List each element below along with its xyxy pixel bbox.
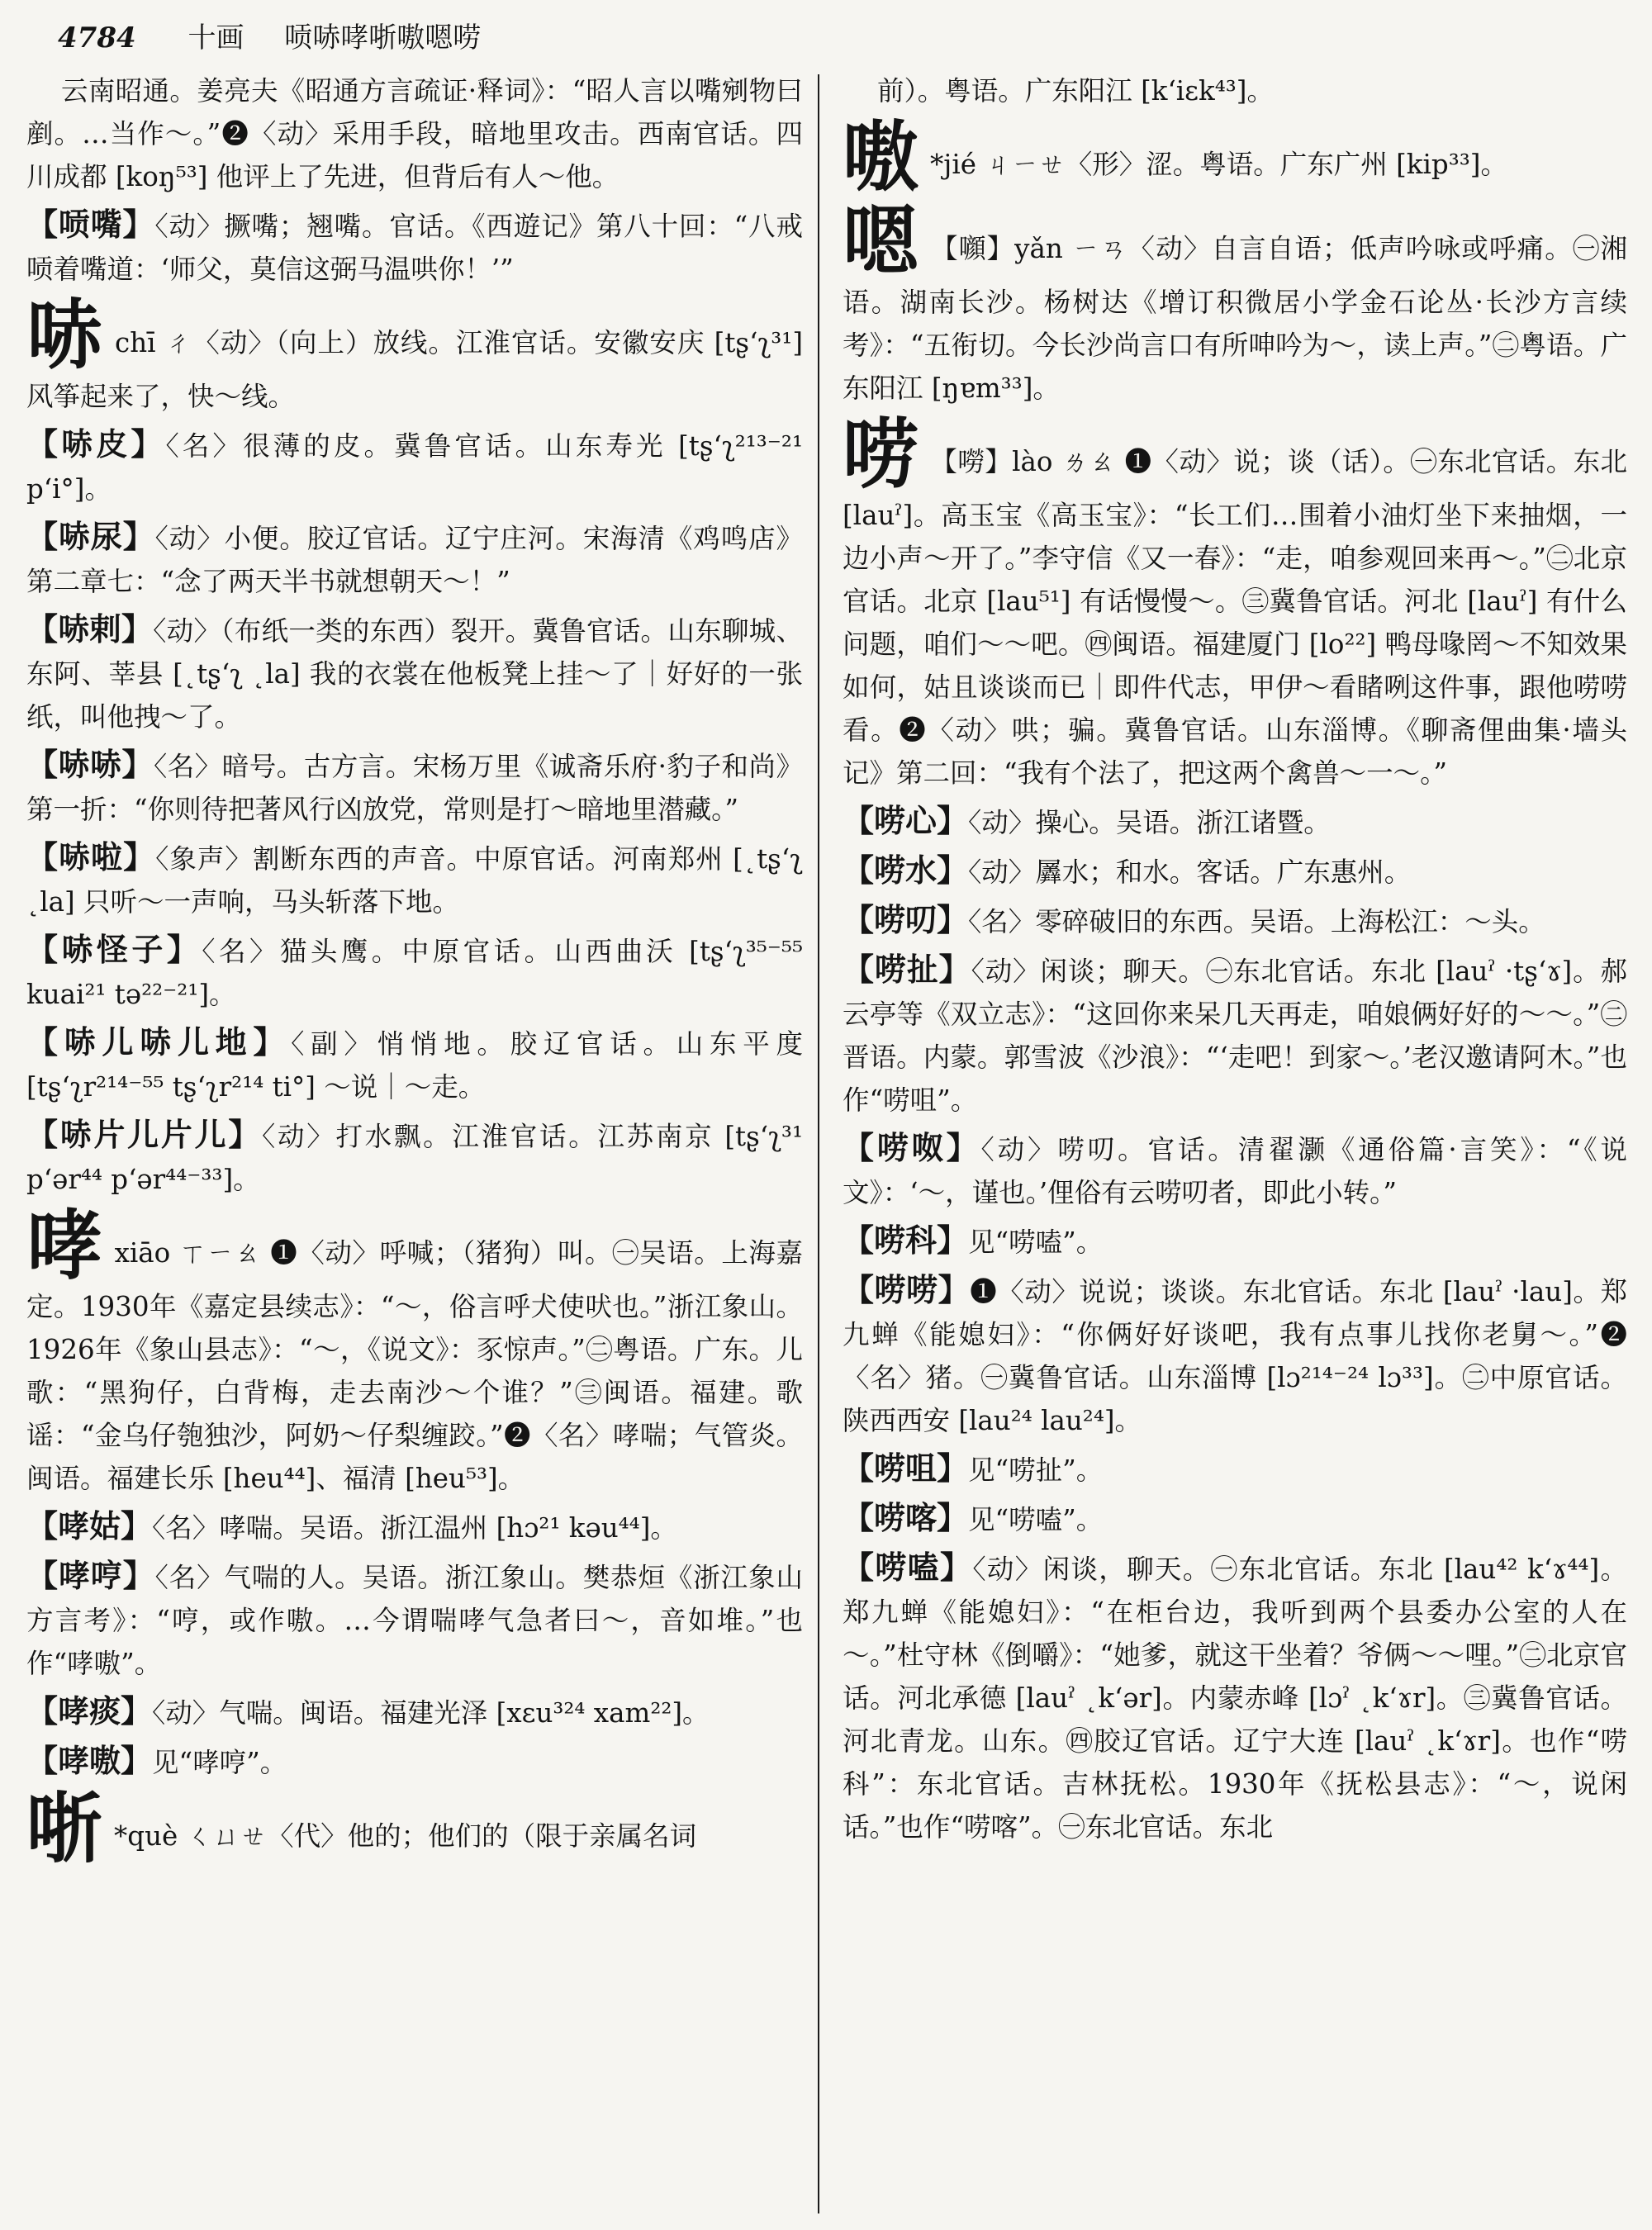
compound-word: 【唠唠】 [843,1271,971,1308]
entry-text: 〈名〉很薄的皮。冀鲁官话。山东寿光 [tʂʻʅ²¹³⁻²¹ pʻi°]。 [26,430,803,505]
compound-word: 【唠水】 [843,852,969,889]
compound-word: 【哧皮】 [26,425,166,463]
entry-text: 〈名〉零碎破旧的东西。吴语。上海松江：～头。 [968,906,1545,937]
compound-word: 【哧怪子】 [26,931,202,968]
compound-word: 【唠嗑】 [843,1549,973,1586]
entry-text: 见“哮哼”。 [152,1747,287,1778]
entry-text: 〈动〉气喘。闽语。福建光泽 [xɛu³²⁴ xam²²]。 [152,1697,710,1729]
entry-text: ❶〈动〉说说；谈谈。东北官话。东北 [lauˀ ·lau]。郑九蝉《能媳妇》：“你俩好好谈吧，我有点事儿找你老舅～。”❷〈名〉猪。㊀冀鲁官话。山东淄博 [lɔ²¹⁴⁻²⁴ lɔ³³]。㊁中原官话。陕西西安 [lau²⁴ lau²⁴]。 [843,1276,1627,1436]
compound-word: 【哧片儿片儿】 [26,1116,263,1153]
headword-entry [843,410,1627,795]
compound-entry [26,203,803,291]
compound-word: 【哮哼】 [26,1557,155,1594]
compound-entry [843,1269,1627,1442]
entry-text: 【㘖】yǎn ㄧㄢ〈动〉自言自语；低声吟咏或呼痛。㊀湘语。湖南长沙。杨树达《增订积微居小学金石论丛·长沙方言续考》：“五衔切。今长沙尚言口有所呻吟为～，读上声。”㊁粤语。广东阳江 [ŋɐm³³]。 [843,233,1627,404]
compound-entry [843,948,1627,1122]
compound-entry [843,1127,1627,1214]
compound-entry [26,1505,803,1549]
right-column [843,69,1627,2209]
headword-entry [26,291,803,418]
compound-entry [843,899,1627,943]
compound-word: 【哧尿】 [26,518,155,555]
continued-entry [26,69,803,198]
headword-entry [843,112,1627,202]
entry-text: xiāo ㄒㄧㄠ ❶〈动〉呼喊；（猪狗）叫。㊀吴语。上海嘉定。1930年《嘉定县续志》：“～，俗言呼犬使吠也。”浙江象山。1926年《象山县志》：“～，《说文》：豕惊声。”㊁粤语。广东。儿歌：“黑狗仔，白背梅，走去南沙～个谁？”㊂闽语。福建。歌谣：“金乌仔匏独沙，阿奶～仔梨缠跤。”❷〈名〉哮喘；气管炎。闽语。福建长乐 [heu⁴⁴]、福清 [heu⁵³]。 [26,1237,803,1494]
compound-entry [843,799,1627,844]
compound-word: 【唠扯】 [843,951,971,988]
compound-entry [843,1219,1627,1264]
compound-entry [26,1113,803,1201]
headword-character: 哮 [26,1201,103,1290]
continued-entry [843,69,1627,112]
stroke-count: 十画 [188,21,244,55]
compound-word: 【哮姑】 [26,1507,153,1544]
compound-word: 【哮嗷】 [26,1742,153,1779]
page-number: 4784 [58,21,136,55]
compound-word: 【哧儿哧儿地】 [26,1023,292,1060]
entry-text: 〈动〉羼水；和水。客话。广东惠州。 [968,856,1412,888]
compound-entry [26,928,803,1016]
compound-entry [26,608,803,738]
headword-entry [26,1784,803,1873]
entry-text: 〈名〉暗号。古方言。宋杨万里《诚斋乐府·豹子和尚》第一折：“你则待把著风行凶放党，常则是打～暗地里潜藏。” [26,751,803,825]
compound-entry [26,1021,803,1108]
entry-text: 〈名〉气喘的人。吴语。浙江象山。樊恭烜《浙江象山方言考》：“哼，或作嗷。…今谓喘哮气急者曰～，音如堆。”也作“哮嗷”。 [26,1562,803,1679]
entry-text: 见“唠嗑”。 [968,1226,1104,1258]
entry-text: 〈副〉悄悄地。胶辽官话。山东平度 [tʂʻʅr²¹⁴⁻⁵⁵ tʂʻʅr²¹⁴ ti°] ～说｜～走。 [26,1028,803,1103]
entry-text: 〈动〉唠叨。官话。清翟灏《通俗篇·言笑》：“《说文》：‘～，谨也。’俚俗有云唠叨者，即此小转。” [843,1134,1627,1208]
page-header [58,15,1611,61]
entry-text: 〈象声〉割断东西的声音。中原官话。河南郑州 [˛tʂʻʅ ˛la] 只听～一声响，马头斩落下地。 [26,843,803,918]
compound-word: 【唠叨】 [843,901,969,938]
entry-text: 【嘮】lào ㄌㄠ ❶〈动〉说；谈（话）。㊀东北官话。东北 [lauˀ]。高玉宝《高玉宝》：“长工们…围着小油灯坐下来抽烟，一边小声～开了。”李守信《又一春》：“走，咱参观回来再～。”㊁北京官话。北京 [lau⁵¹] 有话慢慢～。㊂冀鲁官话。河北 [lauˀ] 有什么问题，咱们～～吧。㊃闽语。福建厦门 [lo²²] 鸭母喙罔～不知效果如何，姑且谈谈而已｜即件代志，甲伊～看睹咧这件事，跟他唠唠看。❷〈动〉哄；骗。冀鲁官话。山东淄博。《聊斋俚曲集·墙头记》第二回：“我有个法了，把这两个禽兽～一～。” [843,446,1627,789]
compound-word: 【哮痰】 [26,1692,153,1729]
entry-text: 见“唠扯”。 [968,1454,1104,1486]
compound-entry [26,1690,803,1734]
headword-character: 哧 [26,291,103,380]
compound-entry [26,515,803,603]
entry-text: 云南昭通。姜亮夫《昭通方言疏证·释词》：“昭人言以嘴剜物曰剷。…当作～。”❷〈动〉采用手段，暗地里攻击。西南官话。四川成都 [koŋ⁵³] 他评上了先进，但背后有人～他。 [26,75,803,192]
compound-entry [26,743,803,831]
header-characters: 唝哧哮哳嗷嗯唠 [284,21,482,55]
entry-text: 〈名〉哮喘。吴语。浙江温州 [hɔ²¹ kəu⁴⁴]。 [152,1512,677,1544]
compound-word: 【唠呶】 [843,1129,981,1166]
entry-text: 〈动〉操心。吴语。浙江诸暨。 [968,807,1331,838]
compound-word: 【唠喀】 [843,1499,969,1536]
entry-text: 见“唠嗑”。 [968,1504,1104,1535]
headword-entry [26,1201,803,1500]
entry-text: 前）。粤语。广东阳江 [kʻiɛk⁴³]。 [877,75,1274,107]
compound-word: 【哧啦】 [26,838,156,875]
headword-entry [843,197,1627,410]
left-column [26,69,803,2209]
headword-character: 哳 [26,1784,103,1873]
entry-text: 〈动〉打水飘。江淮官话。江苏南京 [tʂʻʅ³¹ pʻər⁴⁴ pʻər⁴⁴⁻³³]。 [26,1121,803,1195]
compound-word: 【哧剌】 [26,610,154,648]
compound-word: 【唠咀】 [843,1450,969,1487]
entry-text: 〈动〉闲谈；聊天。㊀东北官话。东北 [lauˀ ·tʂʻɤ]。郝云亭等《双立志》：“这回你来呆几天再走，咱娘俩好好的～～。”㊁晋语。内蒙。郭雪波《沙浪》：“‘走吧！到家～。’老汉邀请阿木。”也作“唠咀”。 [843,956,1627,1116]
compound-entry [843,1546,1627,1848]
entry-text: chī ㄔ〈动〉（向上）放线。江淮官话。安徽安庆 [tʂʻʅ³¹] 风筝起来了，快～线。 [26,327,803,412]
headword-character: 嗷 [843,112,919,202]
compound-entry [843,1447,1627,1492]
compound-entry [26,423,803,510]
column-divider [818,74,819,2213]
compound-entry [26,1554,803,1685]
entry-text: 〈动〉闲谈，聊天。㊀东北官话。东北 [lau⁴² kʻɤ⁴⁴]。郑九蝉《能媳妇》：“在柜台边，我听到两个县委办公室的人在～。”杜守林《倒嚼》：“她爹，就这干坐着？爷俩～～哩。”㊁北京官话。河北承德 [lauˀ ˛kʻər]。内蒙赤峰 [lɔˀ ˛kʻɤr]。㊂冀鲁官话。河北青龙。山东。㊃胶辽官话。辽宁大连 [lauˀ ˛kʻɤr]。也作“唠科”：东北官话。吉林抚松。1930年《抚松县志》：“～，说闲话。”也作“唠喀”。㊀东北官话。东北 [843,1554,1627,1843]
entry-text: 〈动〉撅嘴；翘嘴。官话。《西遊记》第八十回：“八戒唝着嘴道：‘师父，莫信这弼马温哄你！’” [26,211,803,285]
compound-entry [26,1739,803,1784]
compound-word: 【唠心】 [843,802,969,839]
compound-word: 【唠科】 [843,1222,969,1259]
entry-text: *jié ㄐㄧㄝ〈形〉涩。粤语。广东广州 [kip³³]。 [930,149,1507,180]
compound-word: 【哧哧】 [26,746,154,783]
compound-entry [843,1497,1627,1541]
entry-text: *què ㄑㄩㄝ〈代〉他的；他们的（限于亲属名词 [114,1820,697,1852]
entry-text: 〈动〉小便。胶辽官话。辽宁庄河。宋海清《鸡鸣店》第二章七：“念了两天半书就想朝天～！” [26,523,803,597]
headword-character: 嗯 [843,197,920,286]
headword-character: 唠 [843,410,919,499]
compound-entry [843,849,1627,894]
compound-entry [26,836,803,923]
entry-text: 〈动〉（布纸一类的东西）裂开。冀鲁官话。山东聊城、东阿、莘县 [˛tʂʻʅ ˛la] 我的衣裳在他板凳上挂～了｜好好的一张纸，叫他拽～了。 [26,615,803,733]
entry-text: 〈名〉猫头鹰。中原官话。山西曲沃 [tʂʻʅ³⁵⁻⁵⁵ kuai²¹ tə²²⁻²¹]。 [26,936,803,1010]
compound-word: 【唝嘴】 [26,206,155,243]
